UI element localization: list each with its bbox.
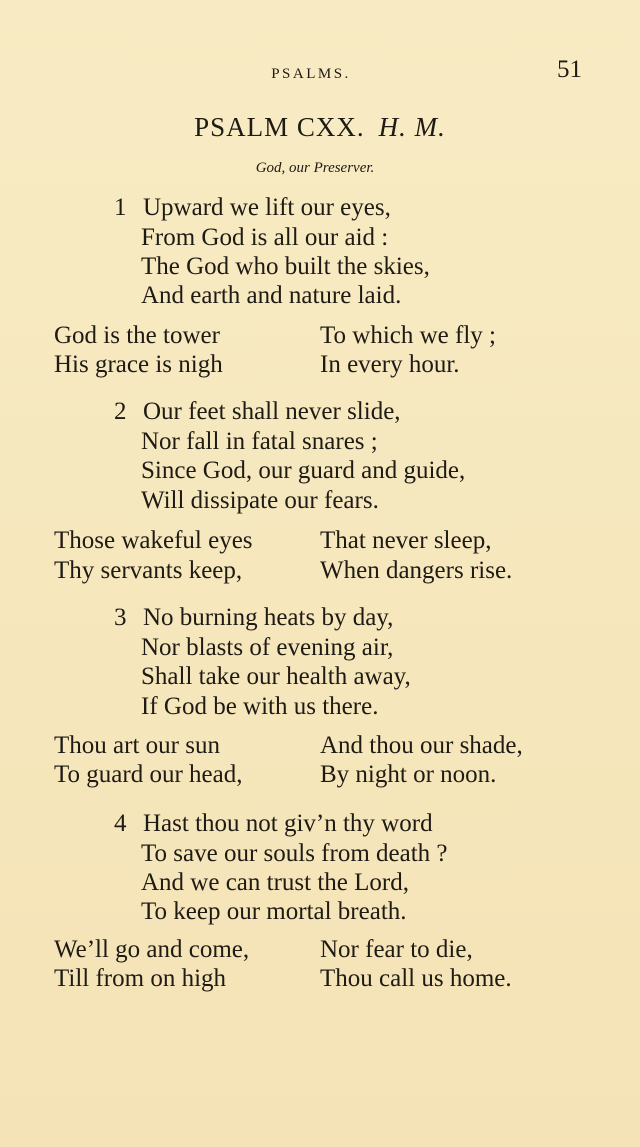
verse-line: Shall take our health away,	[141, 663, 411, 690]
chorus-line-right: And thou our shade,	[320, 732, 523, 759]
chorus-line-right: To which we fly ;	[320, 322, 496, 349]
chorus-line-left: God is the tower	[54, 322, 220, 349]
page-number: 51	[557, 56, 582, 83]
running-head: PSALMS.	[271, 66, 351, 82]
verse-line: Upward we lift our eyes,	[143, 194, 391, 221]
chorus-line-left: Till from on high	[54, 965, 227, 992]
psalm-title	[0, 112, 640, 143]
psalm-title-text: PSALM CXX.	[194, 112, 365, 142]
chorus-line-left: His grace is nigh	[54, 351, 223, 378]
psalm-subtitle: God, our Preserver.	[255, 160, 375, 176]
verse-line: No burning heats by day,	[143, 604, 394, 631]
chorus-line-right: Thou call us home.	[320, 965, 512, 992]
verse-line: To keep our mortal breath.	[141, 898, 407, 925]
stanza-number: 2	[114, 398, 127, 425]
stanza-number: 4	[114, 810, 127, 837]
chorus-line-right: Nor fear to die,	[320, 936, 473, 963]
verse-line: Will dissipate our fears.	[141, 487, 379, 514]
verse-line: If God be with us there.	[141, 693, 379, 720]
verse-line: Since God, our guard and guide,	[141, 457, 466, 484]
verse-line: To save our souls from death ?	[141, 840, 448, 867]
chorus-line-left: Thy servants keep,	[54, 557, 243, 584]
chorus-line-left: Those wakeful eyes	[54, 527, 253, 554]
psalm-metre: H. M.	[378, 112, 446, 142]
chorus-line-left: To guard our head,	[54, 761, 243, 788]
chorus-line-left: We’ll go and come,	[54, 936, 250, 963]
chorus-line-right: That never sleep,	[320, 527, 492, 554]
stanza-number: 1	[114, 194, 127, 221]
stanza-number: 3	[114, 604, 127, 631]
chorus-line-right: By night or noon.	[320, 761, 497, 788]
verse-line: The God who built the skies,	[141, 253, 430, 280]
verse-line: Hast thou not giv’n thy word	[143, 810, 433, 837]
verse-line: Nor fall in fatal snares ;	[141, 428, 378, 455]
verse-line: Nor blasts of evening air,	[141, 634, 394, 661]
verse-line: Our feet shall never slide,	[143, 398, 401, 425]
chorus-line-left: Thou art our sun	[54, 732, 220, 759]
verse-line: And earth and nature laid.	[141, 282, 402, 309]
verse-line: And we can trust the Lord,	[141, 869, 409, 896]
chorus-line-right: When dangers rise.	[320, 557, 513, 584]
verse-line: From God is all our aid :	[141, 224, 389, 251]
chorus-line-right: In every hour.	[320, 351, 460, 378]
